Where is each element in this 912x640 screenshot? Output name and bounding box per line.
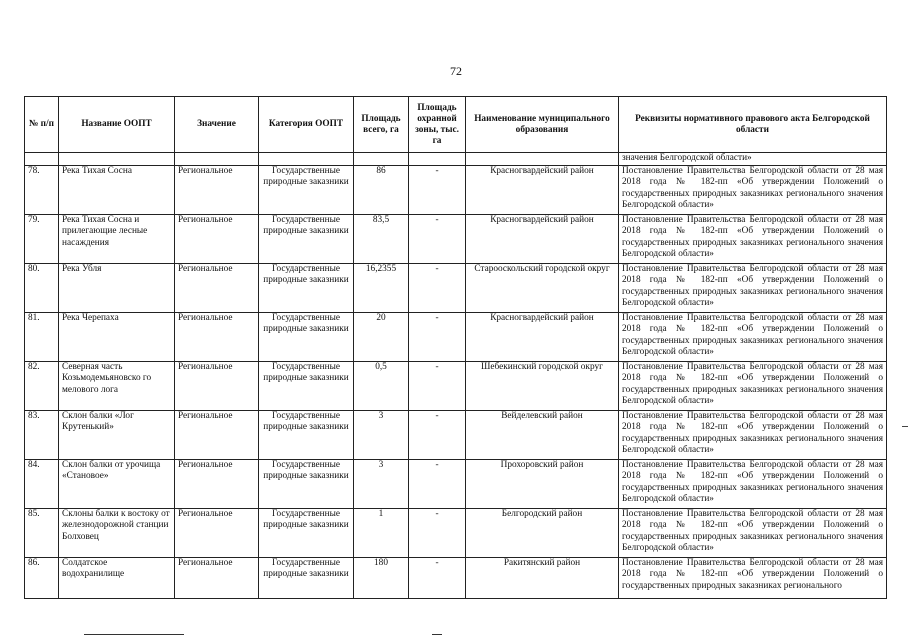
footer-line: [84, 634, 184, 635]
header-row: [25, 97, 887, 153]
cell-num: 85.: [25, 508, 59, 557]
cell-significance: Региональное: [175, 263, 259, 312]
cell-area-protected: -: [409, 165, 466, 214]
cell-num: 81.: [25, 312, 59, 361]
cell-area-total: 3: [354, 410, 409, 459]
cell-category: Государственные природные заказники: [259, 312, 354, 361]
cell-area-protected: -: [409, 557, 466, 598]
cell-act: Постановление Правительства Белгородской области от 28 мая 2018 года № 182-пп «Об утверждении Положений о государственных природных заказниках регионального значения Белгородской области»: [619, 361, 887, 410]
cell-municipality: Красногвардейский район: [466, 312, 619, 361]
cell-category: Государственные природные заказники: [259, 263, 354, 312]
cell-num: 84.: [25, 459, 59, 508]
cell-significance: Региональное: [175, 312, 259, 361]
continuation-text: значения Белгородской области»: [619, 153, 887, 166]
header-significance: Значение: [175, 97, 259, 153]
cell-name: Северная часть Козьмодемьяновско го мелового лога: [59, 361, 175, 410]
table-row: [25, 361, 887, 410]
cell-num: 78.: [25, 165, 59, 214]
cell-significance: Региональное: [175, 557, 259, 598]
cell-name: Склоны балки к востоку от железнодорожной станции Болховец: [59, 508, 175, 557]
cell-significance: Региональное: [175, 508, 259, 557]
cell-category: Государственные природные заказники: [259, 214, 354, 263]
cell-municipality: Красногвардейский район: [466, 214, 619, 263]
cell-category: Государственные природные заказники: [259, 557, 354, 598]
cell-category: Государственные природные заказники: [259, 508, 354, 557]
cell-municipality: Ракитянский район: [466, 557, 619, 598]
cell-area-protected: -: [409, 410, 466, 459]
header-area-protected: Площадь охранной зоны, тыс. га: [409, 97, 466, 153]
cell-municipality: Вейделевский район: [466, 410, 619, 459]
cell-significance: Региональное: [175, 165, 259, 214]
cell-area-protected: -: [409, 312, 466, 361]
table-row: [25, 214, 887, 263]
cell-num: 86.: [25, 557, 59, 598]
cell-act: Постановление Правительства Белгородской области от 28 мая 2018 года № 182-пп «Об утверждении Положений о государственных природных заказниках регионального значения Белгородской области»: [619, 312, 887, 361]
table-row: [25, 165, 887, 214]
oopt-table: [24, 96, 887, 599]
cell-act: Постановление Правительства Белгородской области от 28 мая 2018 года № 182-пп «Об утверждении Положений о государственных природных заказниках регионального значения Белгородской области»: [619, 410, 887, 459]
margin-tick: [902, 426, 908, 427]
cell-name: Река Черепаха: [59, 312, 175, 361]
cell-area-total: 1: [354, 508, 409, 557]
cell-area-total: 83,5: [354, 214, 409, 263]
cell-num: 80.: [25, 263, 59, 312]
cell-area-protected: -: [409, 459, 466, 508]
footer-mark: [432, 634, 442, 635]
table-row: [25, 263, 887, 312]
table-row: [25, 410, 887, 459]
cell-name: Река Тихая Сосна и прилегающие лесные насаждения: [59, 214, 175, 263]
cell-category: Государственные природные заказники: [259, 459, 354, 508]
cell-name: Склон балки «Лог Крутенький»: [59, 410, 175, 459]
cell-name: Река Убля: [59, 263, 175, 312]
cell-act: Постановление Правительства Белгородской области от 28 мая 2018 года № 182-пп «Об утверждении Положений о государственных природных заказниках регионального значения Белгородской области»: [619, 508, 887, 557]
cell-area-protected: -: [409, 214, 466, 263]
cell-area-protected: -: [409, 361, 466, 410]
cell-area-total: 0,5: [354, 361, 409, 410]
continuation-row: [25, 153, 887, 166]
cell-category: Государственные природные заказники: [259, 410, 354, 459]
table-row: [25, 557, 887, 598]
cell-area-total: 86: [354, 165, 409, 214]
cell-significance: Региональное: [175, 214, 259, 263]
cell-municipality: Старооскольский городской округ: [466, 263, 619, 312]
header-area-total: Площадь всего, га: [354, 97, 409, 153]
cell-num: 82.: [25, 361, 59, 410]
cell-num: 83.: [25, 410, 59, 459]
cell-municipality: Прохоровский район: [466, 459, 619, 508]
cell-significance: Региональное: [175, 361, 259, 410]
cell-municipality: Белгородский район: [466, 508, 619, 557]
page-number: 72: [450, 64, 462, 78]
cell-act: Постановление Правительства Белгородской области от 28 мая 2018 года № 182-пп «Об утверждении Положений о государственных природных заказниках регионального значения Белгородской области»: [619, 263, 887, 312]
cell-act: Постановление Правительства Белгородской области от 28 мая 2018 года № 182-пп «Об утверждении Положений о государственных природных заказниках регионального значения Белгородской области»: [619, 214, 887, 263]
cell-significance: Региональное: [175, 410, 259, 459]
header-num: № п/п: [25, 97, 59, 153]
cell-area-total: 3: [354, 459, 409, 508]
cell-name: Склон балки от урочища «Становое»: [59, 459, 175, 508]
cell-municipality: Красногвардейский район: [466, 165, 619, 214]
cell-category: Государственные природные заказники: [259, 361, 354, 410]
cell-municipality: Шебекинский городской округ: [466, 361, 619, 410]
table-row: [25, 312, 887, 361]
cell-name: Река Тихая Сосна: [59, 165, 175, 214]
cell-area-total: 16,2355: [354, 263, 409, 312]
cell-act: Постановление Правительства Белгородской области от 28 мая 2018 года № 182-пп «Об утверждении Положений о государственных природных заказниках регионального значения Белгородской области»: [619, 165, 887, 214]
cell-area-protected: -: [409, 263, 466, 312]
cell-significance: Региональное: [175, 459, 259, 508]
cell-act: Постановление Правительства Белгородской области от 28 мая 2018 года № 182-пп «Об утверждении Положений о государственных природных заказниках регионального значения Белгородской области»: [619, 459, 887, 508]
cell-area-protected: -: [409, 508, 466, 557]
cell-num: 79.: [25, 214, 59, 263]
header-name: Название ООПТ: [59, 97, 175, 153]
header-category: Категория ООПТ: [259, 97, 354, 153]
cell-act: Постановление Правительства Белгородской области от 28 мая 2018 года № 182-пп «Об утверждении Положений о государственных природных заказниках регионального: [619, 557, 887, 598]
header-municipality: Наименование муниципального образования: [466, 97, 619, 153]
cell-area-total: 180: [354, 557, 409, 598]
cell-name: Солдатское водохранилище: [59, 557, 175, 598]
cell-area-total: 20: [354, 312, 409, 361]
table-row: [25, 508, 887, 557]
header-act: Реквизиты нормативного правового акта Белгородской области: [619, 97, 887, 153]
cell-category: Государственные природные заказники: [259, 165, 354, 214]
table-row: [25, 459, 887, 508]
